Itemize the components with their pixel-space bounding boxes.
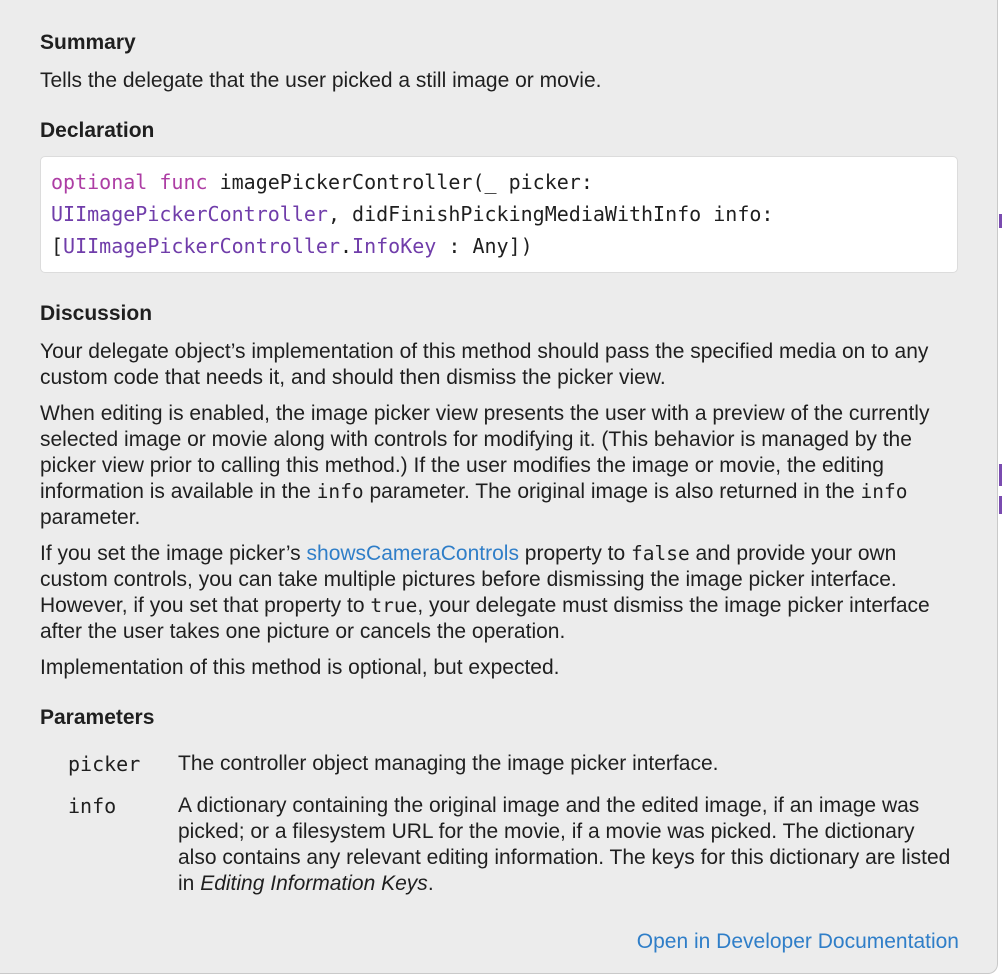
discussion-paragraph-1: Your delegate object’s implementation of this method should pass the specified media on to any custom code that needs it, and should then dismiss the picker view.	[40, 340, 929, 389]
discussion-p2-text-b: parameter. The original image is also returned in the	[363, 480, 861, 503]
discussion-paragraph-4: Implementation of this method is optional, but expected.	[40, 656, 560, 679]
discussion-p3-text-c: and provide your own custom controls, you can take multiple pictures before dismissing the image picker interface. However, if you set that property to	[40, 542, 897, 617]
type-infokey[interactable]: InfoKey	[352, 234, 437, 258]
summary-text: Tells the delegate that the user picked a still image or movie.	[40, 69, 602, 92]
discussion-p2-text-c: parameter.	[40, 506, 141, 529]
discussion-p3-text-b: property to	[518, 542, 632, 565]
quick-help-content	[40, 30, 960, 897]
edge-mark	[999, 214, 1002, 228]
code-info-2: info	[860, 480, 908, 503]
declaration-line3-dot: .	[340, 234, 353, 258]
editing-information-keys-ref: Editing Information Keys	[200, 872, 428, 895]
discussion-p3-text-d: , your delegate must dismiss the image picker interface after the user takes one picture or cancels the operation.	[40, 594, 930, 643]
discussion-p3-text-a: If you set the image picker’s	[40, 542, 307, 565]
parameters-table	[68, 751, 958, 897]
code-false: false	[631, 542, 690, 565]
parameter-row	[68, 751, 958, 777]
keyword-optional: optional	[51, 170, 148, 194]
keyword-func: func	[159, 170, 208, 194]
open-in-developer-documentation-link[interactable]: Open in Developer Documentation	[636, 930, 959, 953]
parameter-desc-picker: The controller object managing the image picker interface.	[178, 752, 719, 775]
parameter-info-desc-b: .	[427, 872, 434, 895]
code-true: true	[370, 594, 418, 617]
edge-mark	[999, 496, 1002, 514]
declaration-line2-rest: , didFinishPickingMediaWithInfo info:	[327, 202, 774, 226]
declaration-line3-open: [	[51, 234, 64, 258]
declaration-line1-rest: imagePickerController(_ picker:	[207, 170, 593, 194]
declaration-heading: Declaration	[40, 119, 155, 142]
code-info-1: info	[316, 480, 364, 503]
background-window-edge	[998, 0, 1004, 980]
parameter-name-info: info	[68, 794, 117, 818]
edge-mark	[999, 464, 1002, 486]
discussion-p2-text-a: When editing is enabled, the image picker view presents the user with a preview of the currently selected image or movie along with controls for modifying it. (This behavior is managed by the picker view prior to calling this method.) If the user modifies the image or movie, the editing information is available in the	[40, 402, 930, 503]
declaration-line3-rest: : Any])	[436, 234, 533, 258]
parameters-heading: Parameters	[40, 706, 155, 729]
declaration-code-box	[40, 156, 958, 273]
parameter-info-desc-a: A dictionary containing the original image and the edited image, if an image was picked; or a filesystem URL for the movie, if a movie was picked. The dictionary also contains any relevant editing information. The keys for this dictionary are listed in	[178, 794, 951, 895]
type-uiimagepickercontroller[interactable]: UIImagePickerController	[51, 202, 328, 226]
discussion-paragraph-2	[40, 401, 960, 531]
discussion-heading: Discussion	[40, 302, 153, 325]
type-uiimagepickercontroller-2[interactable]: UIImagePickerController	[63, 234, 340, 258]
parameter-desc-info	[178, 777, 958, 897]
parameter-row	[68, 777, 958, 897]
discussion-paragraph-3	[40, 541, 960, 645]
shows-camera-controls-link[interactable]: showsCameraControls	[306, 542, 519, 565]
summary-heading: Summary	[40, 31, 136, 54]
parameter-name-picker: picker	[68, 752, 141, 776]
